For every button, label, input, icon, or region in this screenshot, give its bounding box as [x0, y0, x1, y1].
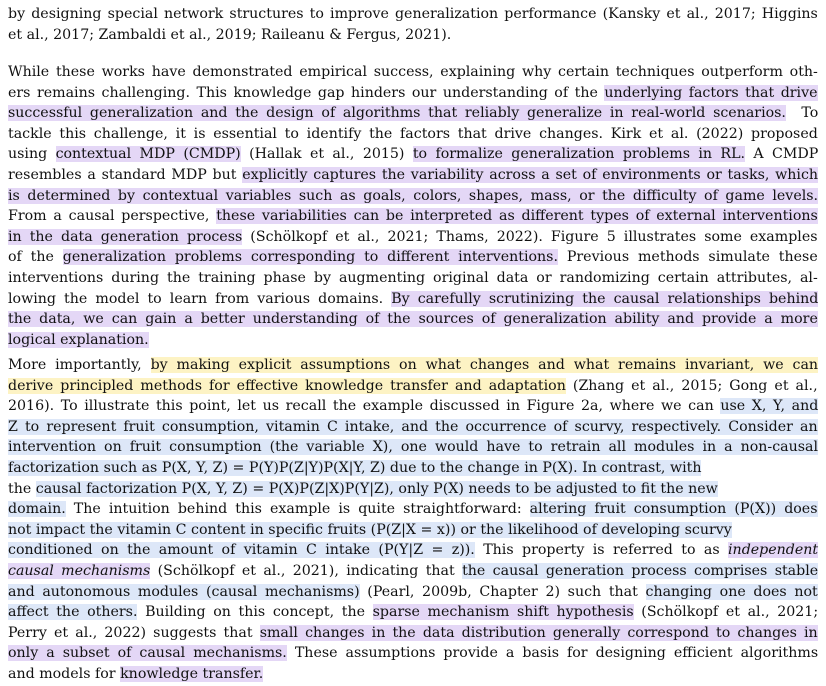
text-line [8, 417, 818, 438]
text-line [8, 103, 818, 124]
highlight-blue: and autonomous modules (causal mechanisms) [8, 583, 360, 600]
text-run: This property is referred to as [474, 542, 729, 559]
text-line [8, 227, 818, 248]
highlight-purple: independent [728, 542, 819, 559]
highlight-blue: causal factorization P(X, Y, Z) = P(X)P(Z|X)P(Y|Z), only P(X) needs to be adjusted to fit the new [35, 480, 718, 497]
text-line [8, 355, 818, 376]
text-run: Building on this concept, the [137, 604, 373, 621]
text-run: the [8, 480, 36, 497]
text-run: by designing special network structures to improve generalization performance (Kansky et al., 2017; Higgins [8, 6, 818, 22]
highlight-blue: the causal generation process comprises stable [462, 563, 819, 579]
highlight-blue: conditioned on the amount of vitamin C intake (P(Y|Z = z)). [8, 542, 475, 559]
text-run: tackle this challenge, it is essential to identify the factors that drive changes. Kirk et al. (2022) proposed [8, 125, 818, 142]
text-line [8, 623, 818, 644]
highlight-purple: causal mechanisms [8, 563, 151, 579]
text-line [8, 376, 818, 397]
text-line [8, 582, 818, 603]
highlight-purple: these variabilities can be interpreted as different types of external interventions [216, 208, 818, 225]
text-line [8, 165, 818, 186]
text-run: Perry et al., 2022) suggests that [8, 624, 260, 641]
highlight-blue: Z to represent fruit consumption, vitamin C intake, and the occurrence of scurvy, respectively. Consider an [8, 418, 818, 435]
text-line [8, 247, 818, 268]
highlight-purple: By carefully scrutinizing the causal relationships behind [391, 290, 819, 307]
text-line [8, 144, 818, 165]
text-run: (Pearl, 2009b, Chapter 2) such that [359, 583, 646, 600]
text-run: These assumptions provide a basis for designing efficient algorithms [286, 645, 819, 662]
text-line [8, 186, 818, 207]
highlight-purple: logical explanation. [8, 331, 149, 348]
highlight-purple: sparse mechanism shift hypothesis [372, 604, 634, 621]
text-line [8, 289, 818, 310]
text-run: (Schölkopf et al., 2021), indicating that [150, 563, 463, 579]
text-line [8, 520, 732, 541]
text-line [8, 396, 818, 417]
highlight-blue: factorization such as P(X, Y, Z) = P(Y)P(Z|Y)P(X|Y, Z) due to the change in P(X). In contrast, with [8, 460, 702, 476]
text-line [8, 309, 818, 330]
highlight-purple: small changes in the data distribution generally correspond to changes in [259, 624, 818, 641]
highlight-purple: the data, we can gain a better understanding of the sources of generalization ability and provide a more [8, 311, 818, 328]
highlight-purple: is determined by contextual variables such as goals, colors, shapes, mass, or the difficulty of game levels. [8, 187, 819, 204]
text-line [8, 540, 818, 561]
highlight-purple: in the data generation process [8, 228, 243, 245]
text-run: ers remains challenging. This knowledge gap hinders our understanding of the [8, 84, 605, 101]
text-line [8, 268, 818, 289]
highlight-blue: affect the others. [8, 604, 138, 621]
text-line [8, 479, 718, 500]
highlight-purple: to formalize generalization problems in RL. [412, 146, 746, 163]
text-run: While these works have demonstrated empirical success, explaining why certain techniques outperform oth- [8, 64, 818, 80]
text-line [8, 499, 818, 520]
text-run: and models for [8, 666, 121, 682]
text-run: (Schölkopf et al., 2021; Thams, 2022). Figure 5 illustrates some examples [242, 228, 818, 245]
text-run: From a causal perspective, [8, 208, 217, 225]
text-run: (Zhang et al., 2015; Gong et al., [565, 377, 818, 394]
highlight-blue: domain. [8, 501, 66, 518]
text-line [8, 83, 818, 104]
text-line [8, 4, 818, 25]
text-line [8, 561, 818, 582]
text-run: resembles a standard MDP but [8, 167, 243, 183]
text-line [8, 437, 818, 458]
text-line [8, 664, 263, 685]
text-run: To [785, 105, 819, 122]
text-line [8, 25, 451, 46]
highlight-purple: only a subset of causal mechanisms. [8, 645, 287, 662]
text-line [8, 124, 818, 145]
highlight-blue: intervention on fruit consumption (the variable X), one would have to retrain all modules in a non-causal [8, 439, 819, 456]
text-run: interventions during the training phase by augmenting original data or randomizing certain attributes, al- [8, 270, 818, 286]
highlight-purple: contextual MDP (CMDP) [55, 146, 241, 163]
text-run: More importantly, [8, 357, 151, 373]
text-line [8, 206, 818, 227]
text-line [8, 643, 818, 664]
text-run: (Hallak et al., 2015) [240, 146, 413, 163]
text-line [8, 458, 701, 479]
text-run: Previous methods simulate these [557, 249, 818, 266]
highlight-blue: not impact the vitamin C content in specific fruits (P(Z|X = x)) or the likelihood of developing scurvy [8, 521, 732, 538]
text-run: 2016). To illustrate this point, let us recall the example discussed in Figure 2a, where we can [8, 398, 721, 415]
text-run: A CMDP [745, 146, 819, 163]
highlight-purple: knowledge transfer. [120, 666, 264, 682]
highlight-purple: underlying factors that drive [604, 84, 818, 101]
text-run: lowing the model to learn from various domains. [8, 290, 392, 307]
highlight-purple: successful generalization and the design of algorithms that reliably generalize in real-world scenarios. [8, 105, 786, 122]
text-line [8, 602, 818, 623]
highlight-purple: explicitly captures the variability across a set of environments or tasks, which [242, 167, 819, 183]
highlight-purple: generalization problems corresponding to different interventions. [62, 249, 558, 266]
highlight-yellow: by making explicit assumptions on what changes and what remains invariant, we can [150, 357, 819, 373]
text-run: (Schölkopf et al., 2021; [633, 604, 819, 621]
highlight-yellow: derive principled methods for effective knowledge transfer and adaptation [8, 377, 566, 394]
highlight-blue: altering fruit consumption (P(X)) does [529, 501, 818, 518]
text-run: using [8, 146, 56, 163]
text-line [8, 62, 818, 83]
text-run: et al., 2017; Zambaldi et al., 2019; Raileanu & Fergus, 2021). [8, 26, 452, 43]
text-run: of the [8, 249, 63, 266]
text-run: The intuition behind this example is quite straightforward: [65, 501, 530, 518]
text-line [8, 330, 149, 351]
highlight-blue: use X, Y, and [720, 398, 819, 415]
highlight-blue: changing one does not [645, 583, 818, 600]
